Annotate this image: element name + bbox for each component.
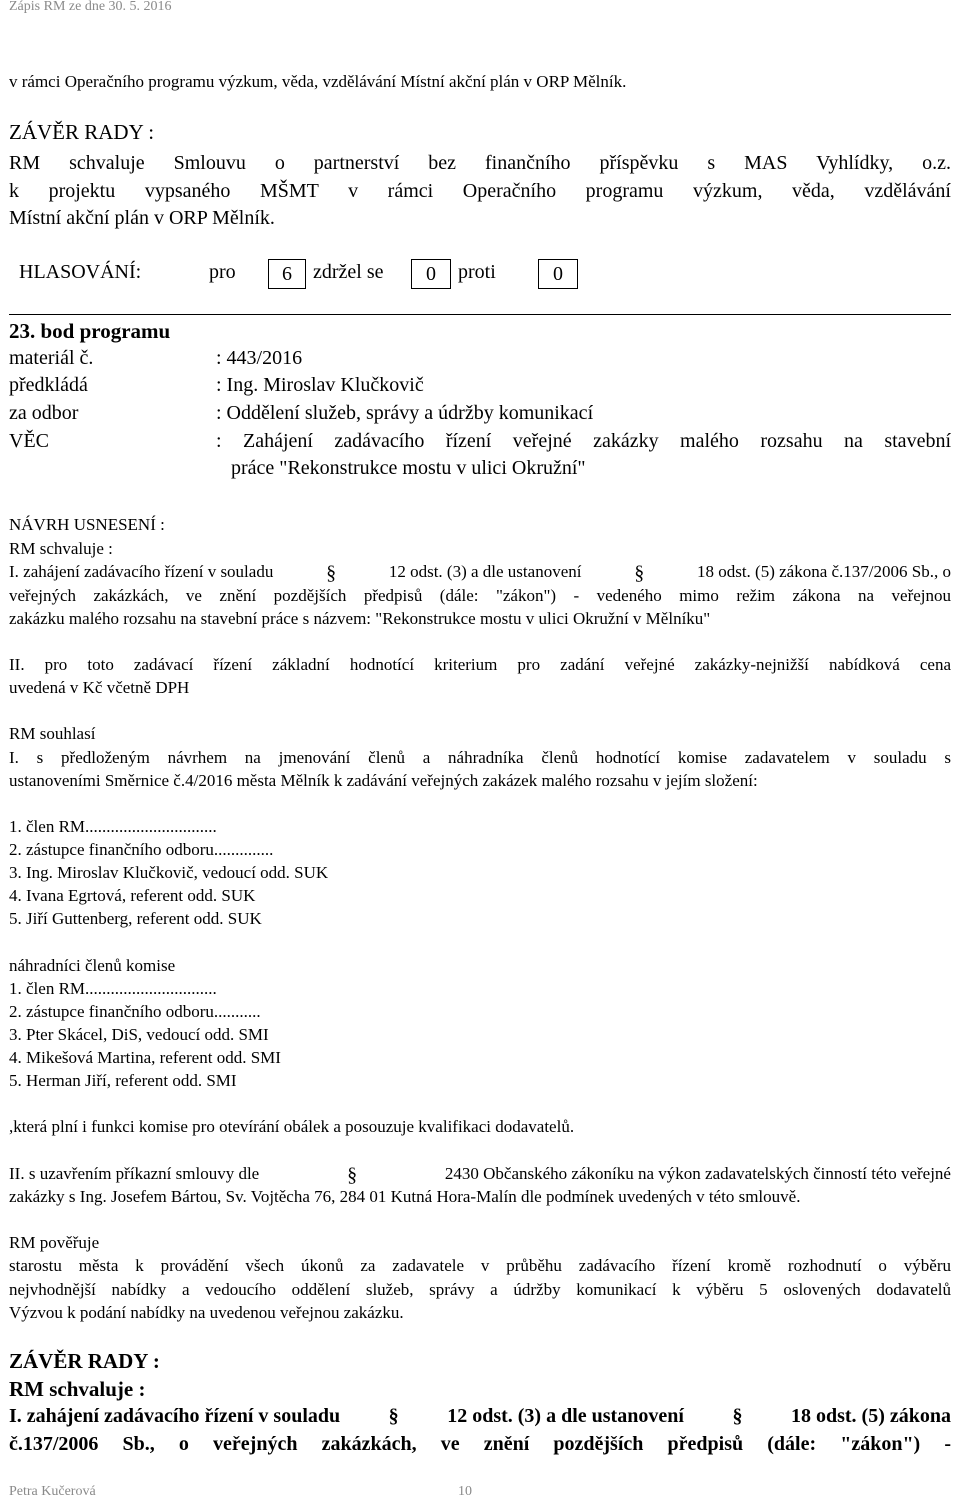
list-item: 4. Mikešová Martina, referent odd. SMI	[9, 1048, 281, 1067]
poveruje-heading: RM pověřuje	[9, 1233, 100, 1252]
footer-author: Petra Kučerová	[9, 1484, 96, 1499]
page-header-title: Zápis RM ze dne 30. 5. 2016	[9, 0, 172, 14]
zaver2-a: I. zahájení zadávacího řízení v souladu	[9, 1405, 341, 1427]
navrh-p1-line2: veřejných zakázkách, ve znění pozdějších předpisů (dále: "zákon") - vedeného mimo režim zákona na veřejnou	[9, 586, 951, 605]
s2-a: II. s uzavřením příkazní smlouvy dle	[9, 1164, 260, 1183]
item-label-material: materiál č.	[9, 347, 94, 369]
list-item: 4. Ivana Egrtová, referent odd. SUK	[9, 886, 256, 905]
list-item: 3. Ing. Miroslav Klučkovič, vedoucí odd. SUK	[9, 863, 329, 882]
zaver2-schvaluje: RM schvaluje :	[9, 1377, 146, 1401]
zaver-heading-1: ZÁVĚR RADY :	[9, 120, 155, 144]
list-item: 1. člen RM...............................	[9, 979, 217, 998]
section-sign-1: §	[326, 562, 337, 584]
navrh-heading: NÁVRH USNESENÍ :	[9, 515, 165, 534]
item-value-odbor: : Oddělení služeb, správy a údržby komunikací	[216, 402, 594, 424]
intro-line: v rámci Operačního programu výzkum, věda, vzdělávání Místní akční plán v ORP Mělník.	[9, 72, 627, 91]
item-label-odbor: za odbor	[9, 402, 79, 424]
zaver1-line3: Místní akční plán v ORP Mělník.	[9, 207, 275, 229]
item-value-vec-cont: práce "Rekonstrukce mostu v ulici Okružní"	[231, 457, 586, 479]
item-value-predklada: : Ing. Miroslav Klučkovič	[216, 374, 424, 396]
section-sign-5: §	[732, 1405, 743, 1427]
navrh-p1-c: 18 odst. (5) zákona č.137/2006 Sb., o	[696, 562, 951, 581]
zaver1-line1: RM schvaluje Smlouvu o partnerství bez finančního příspěvku s MAS Vyhlídky, o.z.	[9, 152, 951, 174]
list-item: 2. zástupce finančního odboru...........	[9, 1002, 261, 1021]
s2-line2: zakázky s Ing. Josefem Bártou, Sv. Vojtěcha 76, 284 01 Kutná Hora-Malín dle podmínek uvedených v této smlouvě.	[9, 1187, 801, 1206]
poveruje-line1: starostu města k provádění všech úkonů za zadavatele v průběhu zadávacího řízení kromě rozhodnutí o výběru	[9, 1256, 951, 1275]
navrh-p2-line1: II. pro toto zadávací řízení základní hodnotící kriterium pro zadání veřejné zakázky-nejnižší nabídková cena	[9, 655, 951, 674]
section-divider	[9, 314, 951, 315]
section-sign-4: §	[388, 1405, 399, 1427]
subs-heading: náhradníci členů komise	[9, 956, 176, 975]
item-label-predklada: předkládá	[9, 374, 88, 396]
item-label-vec: VĚC	[9, 430, 49, 452]
list-item: 5. Herman Jiří, referent odd. SMI	[9, 1071, 237, 1090]
section-sign-2: §	[634, 562, 645, 584]
s2-line1	[9, 1164, 951, 1187]
zaver1-line2: k projektu vypsaného MŠMT v rámci Operačního programu výzkum, věda, vzdělávání	[9, 180, 951, 202]
souhlasi-heading: RM souhlasí	[9, 724, 96, 743]
s2-b: 2430 Občanského zákoníku na výkon zadavatelských činností této veřejné	[444, 1164, 951, 1183]
vote-abstain-box: 0	[411, 259, 451, 289]
list-item: 1. člen RM...............................	[9, 817, 217, 836]
page-number: 10	[458, 1484, 472, 1499]
navrh-p1-line3: zakázku malého rozsahu na stavební práce s názvem: "Rekonstrukce mostu v ulici Okružní v Mělníku"	[9, 609, 711, 628]
navrh-schvaluje: RM schvaluje :	[9, 539, 113, 558]
list-item: 5. Jiří Guttenberg, referent odd. SUK	[9, 909, 262, 928]
navrh-p1-b: 12 odst. (3) a dle ustanovení	[388, 562, 582, 581]
vote-pro-label: pro	[209, 261, 236, 283]
poveruje-line3: Výzvou k podání nabídky na uvedenou veřejnou zakázku.	[9, 1303, 404, 1322]
zaver2-c: 18 odst. (5) zákona	[790, 1405, 951, 1427]
item-heading: 23. bod programu	[9, 319, 171, 343]
vote-against-label: proti	[458, 261, 496, 283]
vote-pro-box: 6	[268, 259, 306, 289]
zaver2-line1	[9, 1405, 951, 1428]
vote-label: HLASOVÁNÍ:	[19, 261, 142, 283]
navrh-p1-a: I. zahájení zadávacího řízení v souladu	[9, 562, 274, 581]
item-value-vec: : Zahájení zadávacího řízení veřejné zakázky malého rozsahu na stavební	[216, 430, 951, 452]
list-item: 2. zástupce finančního odboru..............	[9, 840, 274, 859]
zaver2-b: 12 odst. (3) a dle ustanovení	[447, 1405, 684, 1427]
vote-abstain-label: zdržel se	[313, 261, 384, 283]
poveruje-line2: nejvhodnější nabídky a vedoucího oddělení služeb, správy a údržby komunikací k výběru 5 oslovených dodavatelů	[9, 1280, 951, 1299]
item-value-material: : 443/2016	[216, 347, 303, 369]
vote-against-box: 0	[538, 259, 578, 289]
navrh-p1-line1	[9, 562, 951, 585]
commission-note: ,která plní i funkci komise pro otevírání obálek a posouzuje kvalifikaci dodavatelů.	[9, 1117, 575, 1136]
navrh-p2-line2: uvedená v Kč včetně DPH	[9, 678, 190, 697]
zaver-heading-2: ZÁVĚR RADY :	[9, 1349, 160, 1373]
section-sign-3: §	[347, 1164, 358, 1186]
souhlasi-line2: ustanoveními Směrnice č.4/2016 města Mělník k zadávání veřejných zakázek malého rozsahu v jejím složení:	[9, 771, 758, 790]
list-item: 3. Pter Skácel, DiS, vedoucí odd. SMI	[9, 1025, 269, 1044]
souhlasi-line1: I. s předloženým návrhem na jmenování členů a náhradníka členů hodnotící komise zadavatelem v souladu s	[9, 748, 951, 767]
zaver2-line2: č.137/2006 Sb., o veřejných zakázkách, ve znění pozdějších předpisů (dále: "zákon") -	[9, 1433, 951, 1455]
